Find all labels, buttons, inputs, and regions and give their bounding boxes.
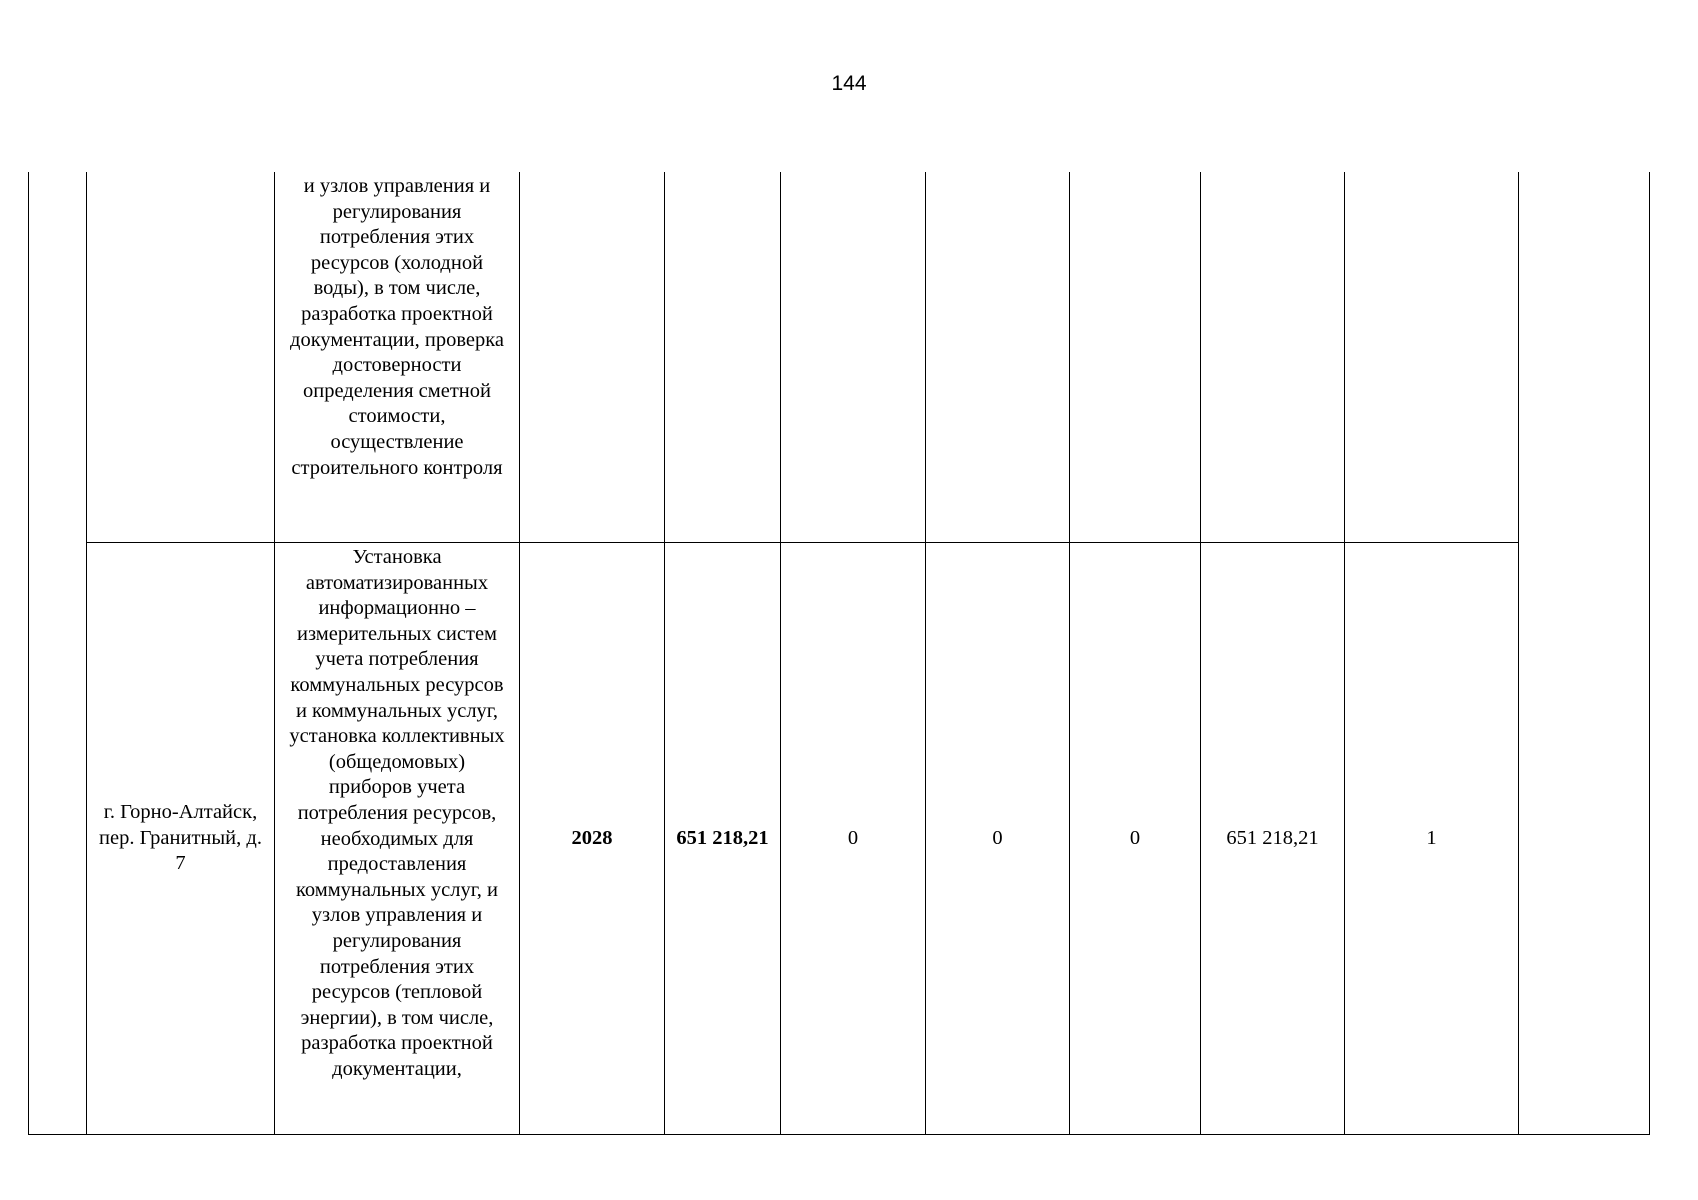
funding-cell-1 bbox=[781, 172, 926, 543]
total-cost-cell: 651 218,21 bbox=[665, 543, 781, 1135]
work-description-text: Установка автоматизированных информационно – измерительных систем учета потребления коммунальных ресурсов и коммунальных услуг, установка коллективных (общедомовых) приборов учета потребления ресурсов, необходимых для предоставления коммунальных услуг, и узлов управления и регулирования потребления этих ресурсов (тепловой энергии), в том числе, разработка проектной документации, bbox=[289, 546, 505, 1080]
funding-cell-3 bbox=[1070, 172, 1201, 543]
funding-cell-3: 0 bbox=[1070, 543, 1201, 1135]
funding-cell-1: 0 bbox=[781, 543, 926, 1135]
table-row bbox=[29, 543, 1650, 1135]
work-description-cell bbox=[275, 543, 520, 1135]
extra-cell bbox=[1519, 172, 1650, 1135]
funding-cell-2: 0 bbox=[926, 543, 1070, 1135]
funding-cell-4: 651 218,21 bbox=[1201, 543, 1345, 1135]
table-row bbox=[29, 172, 1650, 543]
count-cell bbox=[1345, 172, 1519, 543]
address-cell: г. Горно-Алтайск, пер. Гранитный, д. 7 bbox=[87, 543, 275, 1135]
count-cell: 1 bbox=[1345, 543, 1519, 1135]
year-cell bbox=[520, 172, 665, 543]
budget-table bbox=[28, 172, 1650, 1135]
total-cost-cell bbox=[665, 172, 781, 543]
year-cell: 2028 bbox=[520, 543, 665, 1135]
funding-cell-2 bbox=[926, 172, 1070, 543]
page-number: 144 bbox=[831, 72, 867, 95]
work-description-text: и узлов управления и регулирования потребления этих ресурсов (холодной воды), в том числе, разработка проектной документации, проверка достоверности определения сметной стоимости, осуществление строительного контроля bbox=[290, 175, 504, 479]
work-description-cell bbox=[275, 172, 520, 543]
address-cell bbox=[87, 172, 275, 543]
row-number-cell bbox=[29, 172, 87, 1135]
funding-cell-4 bbox=[1201, 172, 1345, 543]
